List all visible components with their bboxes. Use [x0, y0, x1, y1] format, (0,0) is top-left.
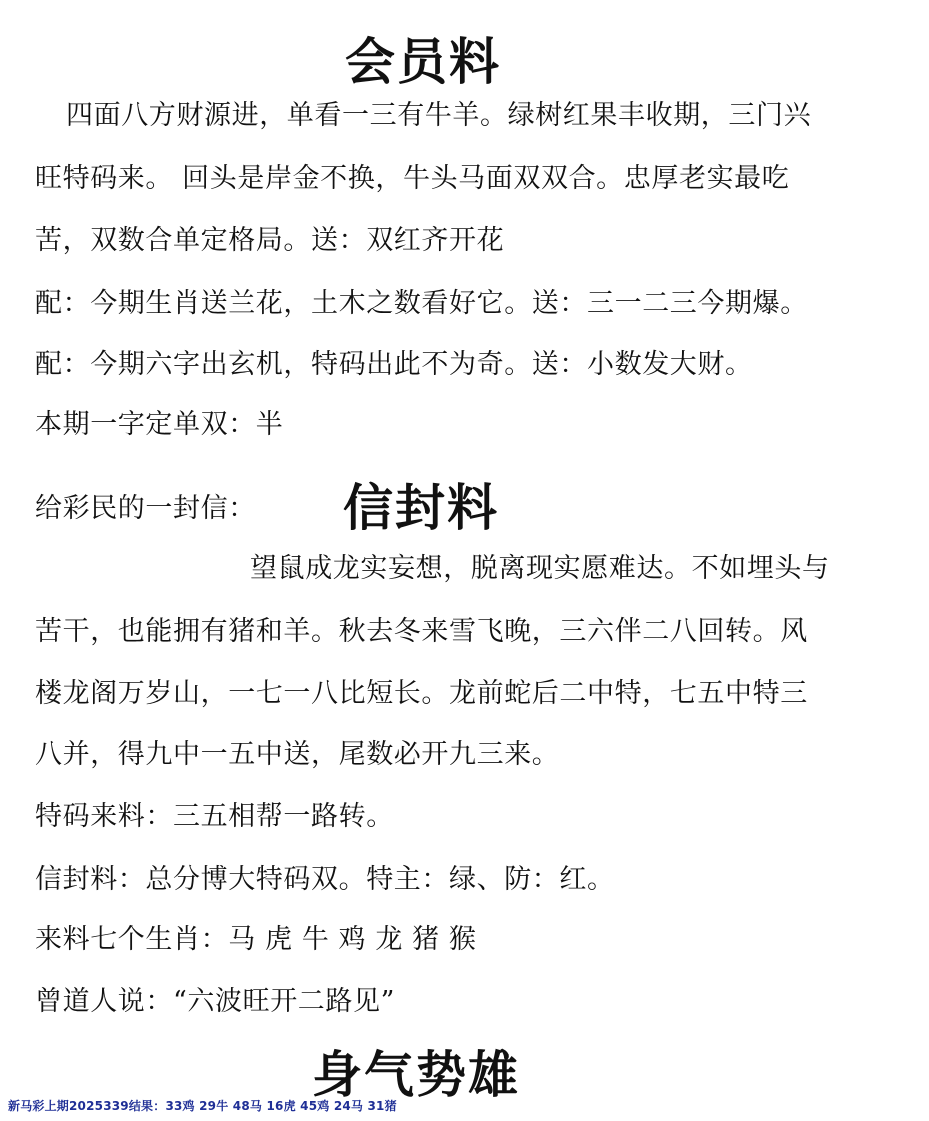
letter-line-2: 苦干，也能拥有猪和羊。秋去冬来雪飞晚，三六伴二八回转。风 [35, 616, 808, 647]
letter-line-3: 楼龙阁万岁山，一七一八比短长。龙前蛇后二中特，七五中特三 [35, 678, 808, 709]
member-line-6: 本期一字定单双：半 [35, 409, 284, 440]
letter-line-6: 信封料：总分博大特码双。特主：绿、防：红。 [35, 864, 615, 895]
member-line-3: 苦，双数合单定格局。送：双红齐开花 [35, 225, 505, 256]
previous-results-footer: 新马彩上期2025339结果：33鸡 29牛 48马 16虎 45鸡 24马 31猪 [8, 1099, 397, 1113]
member-line-5: 配：今期六字出玄机，特码出此不为奇。送：小数发大财。 [35, 349, 753, 380]
letter-intro: 给彩民的一封信： [35, 493, 256, 524]
member-line-2: 旺特码来。 回头是岸金不换，牛头马面双双合。忠厚老实最吃 [35, 163, 790, 194]
closing-title: 身气势雄 [312, 1045, 520, 1104]
letter-line-4: 八并，得九中一五中送，尾数必开九三来。 [35, 739, 560, 770]
letter-line-1: 望鼠成龙实妄想，脱离现实愿难达。不如埋头与 [250, 553, 830, 584]
letter-line-5: 特码来料：三五相帮一路转。 [35, 801, 394, 832]
letter-title: 信封料 [343, 478, 499, 537]
member-line-1: 四面八方财源进，单看一三有牛羊。绿树红果丰收期，三门兴 [66, 100, 812, 131]
member-line-4: 配：今期生肖送兰花，土木之数看好它。送：三一二三今期爆。 [35, 288, 808, 319]
member-title: 会员料 [345, 32, 501, 91]
letter-line-7: 来料七个生肖：马 虎 牛 鸡 龙 猪 猴 [35, 924, 477, 955]
letter-line-8: 曾道人说：“六波旺开二路见” [35, 986, 396, 1017]
